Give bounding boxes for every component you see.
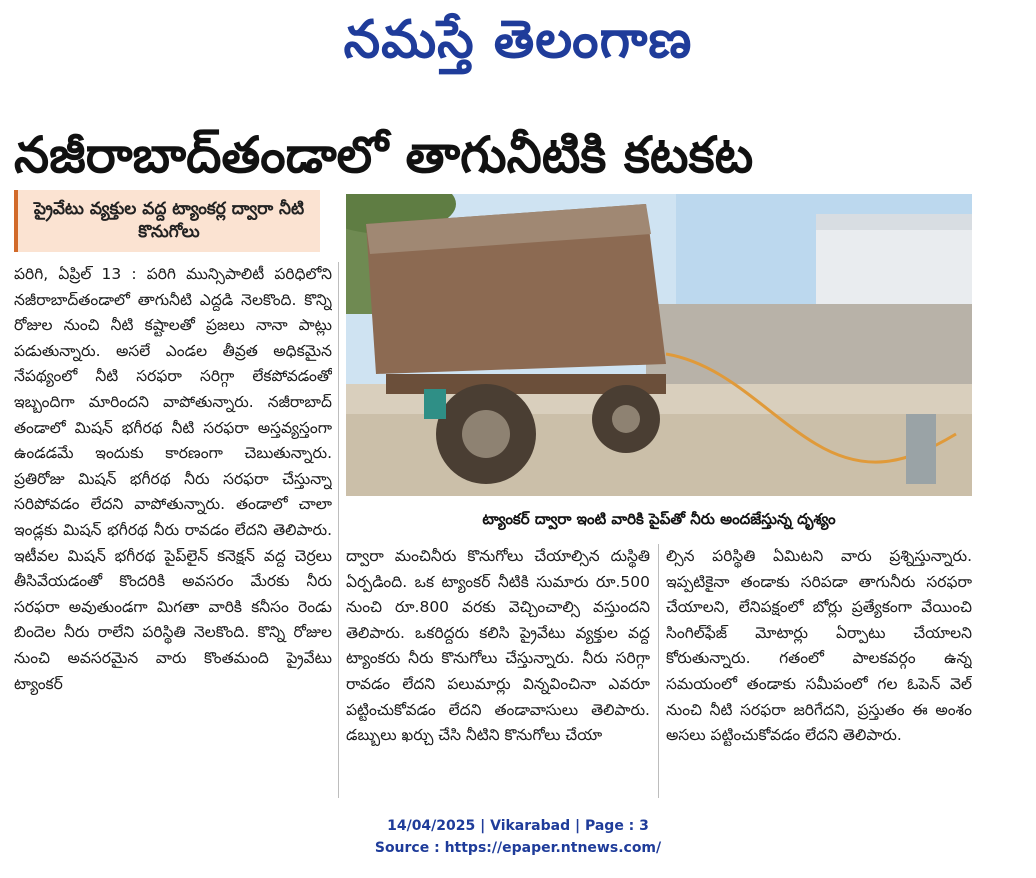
article-subheadline: ప్రైవేటు వ్యక్తుల వద్ద ట్యాంకర్ల ద్వారా నీటి కొనుగోలు bbox=[14, 190, 320, 252]
article-photo bbox=[346, 194, 972, 496]
article-column-2: ద్వారా మంచినీరు కొనుగోలు చేయాల్సిన దుస్థితి ఏర్పడింది. ఒక ట్యాంకర్ నీటికి సుమారు రూ.500 నుంచి రూ.800 వరకు వెచ్చించాల్సి వస్తుందని తెలిపారు. ఒకరిద్దరు కలిసి ప్రైవేటు వ్యక్తుల వద్ద ట్యాంకరు నీరు కొనుగోలు చేస్తున్నారు. నీరు సరిగ్గా రావడం లేదని పలుమార్లు విన్నవించినా ఎవరూ పట్టించుకోవడం లేదని తండావాసులు తెలిపారు. డబ్బులు ఖర్చు చేసి నీటిని కొనుగోలు చేయా bbox=[346, 547, 650, 745]
photo-caption: ట్యాంకర్ ద్వారా ఇంటి వారికి పైప్‌తో నీరు అందజేస్తున్న దృశ్యం bbox=[482, 510, 836, 528]
article-column-1: పరిగి, ఏప్రిల్ 13 : పరిగి మున్సిపాలిటీ పరిధిలోని నజీరాబాద్‌తండాలో తాగునీటి ఎద్దడి నెలకొంది. కొన్ని రోజుల నుంచి నీటి కష్టాలతో ప్రజలు నానా పాట్లు పడుతున్నారు. అసలే ఎండల తీవ్రత అధికమైన నేపథ్యంలో నీటి సరఫరా సరిగ్గా లేకపోవడంతో ఇబ్బందిగా మారిందని వాపోతున్నారు. నజీరాబాద్ తండాలో మిషన్ భగీరథ నీటి సరఫరా అస్తవ్యస్తంగా ఉండడమే ఇందుకు కారణంగా చెబుతున్నారు. ప్రతిరోజు మిషన్ భగీరథ నీరు సరఫరా చేస్తున్నా సరిపోవడం లేదని వాపోతున్నారు. తండాలో చాలా ఇండ్లకు మిషన్ భగీరథ నీరు రావడం లేదని తెలిపారు. ఇటీవల మిషన్ భగీరథ పైప్‌లైన్ కనెక్షన్ వద్ద చెర్రలు తీసివేయడంతో కొందరికి అవసరం మేరకు నీరు సరఫరా అవుతుండగా మిగతా వారికి కనీసం రెండు బిందెల నీరు రాలేని పరిస్థితి నెలకొంది. కొన్ని రోజుల నుంచి అవసరమైన వారు కొంతమంది ప్రైవేటు ట్యాంకర్ bbox=[14, 265, 332, 693]
edition-info: 14/04/2025 | Vikarabad | Page : 3 bbox=[387, 818, 649, 834]
source-link[interactable]: Source : https://epaper.ntnews.com/ bbox=[374, 840, 662, 856]
article-headline: నజీరాబాద్‌తండాలో తాగునీటికి కటకట bbox=[14, 126, 754, 184]
column-divider bbox=[338, 262, 339, 798]
water-tanker-photo bbox=[346, 194, 972, 496]
article-column-3: ల్సిన పరిస్థితి ఏమిటని వారు ప్రశ్నిస్తున్నారు. ఇప్పటికైనా తండాకు సరిపడా తాగునీరు సరఫరా చేయాలని, లేనిపక్షంలో బోర్లు ప్రత్యేకంగా వేయించి సింగిల్‌ఫేజ్ మోటార్లు ఏర్పాటు చేయాలని కోరుతున్నారు. గతంలో పాలకవర్గం ఉన్న సమయంలో తండాకు సమీపంలో గల ఓపెన్ వెల్ నుంచి నీటి సరఫరా జరిగేదని, ప్రస్తుతం ఈ అంశం అసలు పట్టించుకోవడం లేదని తెలిపారు. bbox=[666, 547, 972, 745]
newspaper-masthead: నమస్తే తెలంగాణ bbox=[343, 10, 693, 70]
column-divider bbox=[658, 544, 659, 798]
